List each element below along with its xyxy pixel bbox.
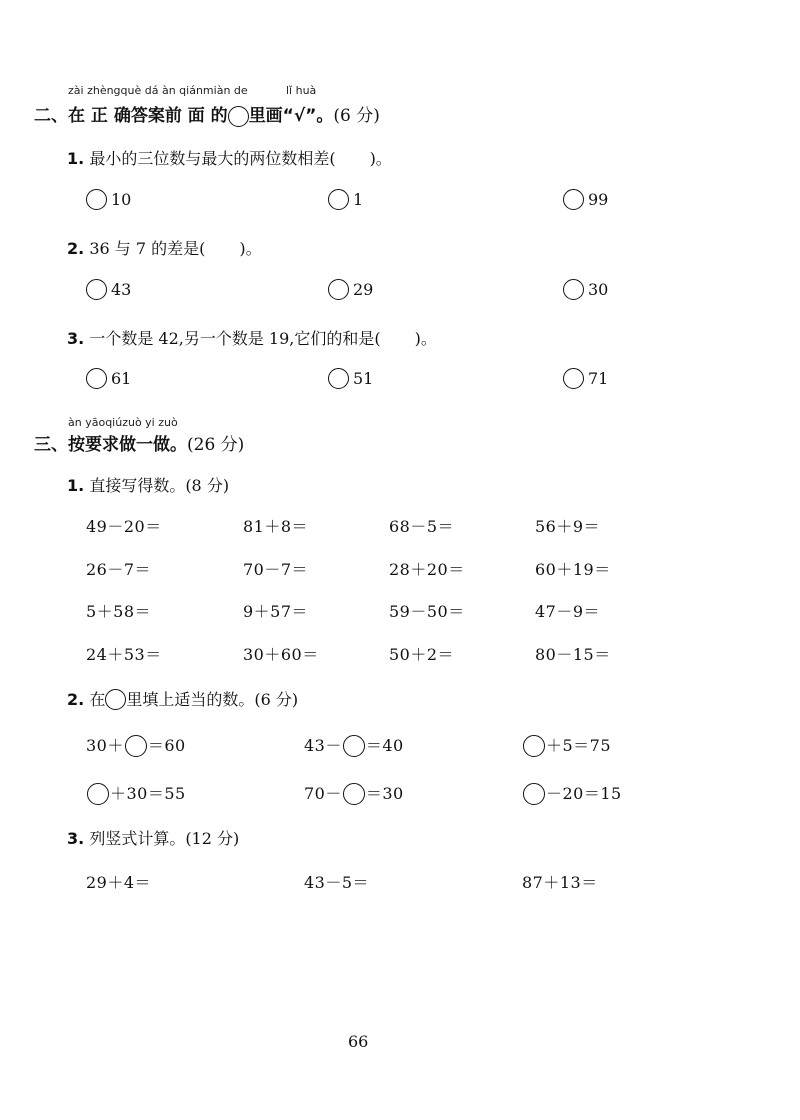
section3-heading [34, 430, 244, 455]
fill-item-post: ＝40 [365, 736, 404, 755]
fill-item [86, 733, 186, 758]
s2-q1-option-a[interactable] [86, 189, 131, 210]
s2-q3-option-c[interactable] [563, 368, 608, 389]
choice-circle-icon[interactable] [563, 189, 584, 210]
s2-question-1 [67, 146, 392, 169]
s3-q2-text-post: 里填上适当的数。(6 分) [126, 690, 299, 709]
s2-q2-option-c[interactable] [563, 279, 608, 300]
s2-q1-option-c[interactable] [563, 189, 608, 210]
s2-q3-text: 一个数是 42,另一个数是 19,它们的和是( [89, 329, 381, 348]
s3-q3-text: 列竖式计算。(12 分) [89, 829, 240, 848]
blank-circle-input[interactable] [343, 783, 365, 805]
choice-circle-icon[interactable] [86, 189, 107, 210]
calc-item[interactable]: 26－7＝ [86, 560, 152, 579]
fill-item [304, 733, 404, 758]
calc-item[interactable]: 80－15＝ [535, 645, 611, 664]
fill-item [86, 781, 186, 806]
s2-q3-option-c-label: 71 [588, 369, 609, 388]
s3-question-2 [67, 687, 298, 711]
s2-q2-option-a[interactable] [86, 279, 131, 300]
s2-q1-option-a-label: 10 [111, 190, 132, 209]
s2-q1-option-b[interactable] [328, 189, 363, 210]
fill-item-post: ＝60 [147, 736, 186, 755]
calc-item[interactable]: 24＋53＝ [86, 645, 162, 664]
choice-circle-icon[interactable] [563, 279, 584, 300]
fill-item-post: ＋5＝75 [546, 736, 612, 755]
s2-q1-text: 最小的三位数与最大的两位数相差( [89, 149, 336, 168]
fill-circle-icon [105, 689, 126, 710]
section3-pinyin: àn yāoqiúzuò yi zuò [68, 416, 178, 429]
s2-q3-number: 3. [67, 329, 85, 348]
calc-item[interactable]: 50＋2＝ [389, 645, 455, 664]
vertical-calc-item[interactable]: 87＋13＝ [522, 873, 598, 892]
s2-question-3 [67, 326, 437, 349]
s2-q3-option-a-label: 61 [111, 369, 132, 388]
s2-q2-number: 2. [67, 239, 85, 258]
fill-item-pre: 43－ [304, 736, 342, 755]
fill-item [522, 781, 622, 806]
fill-item-pre: 30＋ [86, 736, 124, 755]
calc-item[interactable]: 5＋58＝ [86, 602, 152, 621]
s2-q1-option-c-label: 99 [588, 190, 609, 209]
s2-q2-option-b-label: 29 [353, 280, 374, 299]
fill-item-post: ＋30＝55 [110, 784, 186, 803]
s3-question-1 [67, 473, 229, 496]
s3-question-3 [67, 826, 239, 849]
fill-item [522, 733, 611, 758]
blank-circle-input[interactable] [125, 735, 147, 757]
fill-item [304, 781, 404, 806]
section3-points: (26 分) [187, 435, 245, 455]
calc-item[interactable]: 56＋9＝ [535, 517, 601, 536]
s3-q1-text: 直接写得数。(8 分) [89, 476, 230, 495]
s2-q1-number: 1. [67, 149, 85, 168]
section2-pinyin-b: lǐ huà [286, 84, 317, 97]
calc-item[interactable]: 47－9＝ [535, 602, 601, 621]
choice-circle-icon[interactable] [86, 279, 107, 300]
s2-q2-text: 36 与 7 的差是( [89, 239, 206, 258]
s2-q1-option-b-label: 1 [353, 190, 364, 209]
calc-item[interactable]: 49－20＝ [86, 517, 162, 536]
choice-circle-icon[interactable] [328, 189, 349, 210]
calc-item[interactable]: 60＋19＝ [535, 560, 611, 579]
choice-circle-icon[interactable] [328, 368, 349, 389]
vertical-calc-item[interactable]: 43－5＝ [304, 873, 370, 892]
calc-item[interactable]: 28＋20＝ [389, 560, 465, 579]
s2-question-2 [67, 236, 262, 259]
calc-item[interactable]: 9＋57＝ [243, 602, 309, 621]
vertical-calc-item[interactable]: 29＋4＝ [86, 873, 152, 892]
s2-q2-text-end: )。 [239, 239, 262, 258]
fill-item-post: ＝30 [365, 784, 404, 803]
section2-points: (6 分) [333, 106, 380, 126]
section3-title: 三、按要求做一做。 [34, 435, 187, 455]
section2-pinyin-a: zài zhèngquè dá àn qiánmiàn de [68, 84, 248, 97]
section2-heading [34, 101, 380, 127]
s2-q1-text-end: )。 [369, 149, 392, 168]
blank-circle-input[interactable] [523, 735, 545, 757]
answer-circle-icon [228, 106, 249, 127]
s2-q3-option-b[interactable] [328, 368, 373, 389]
s2-q2-option-a-label: 43 [111, 280, 132, 299]
blank-circle-input[interactable] [87, 783, 109, 805]
choice-circle-icon[interactable] [563, 368, 584, 389]
choice-circle-icon[interactable] [86, 368, 107, 389]
calc-item[interactable]: 68－5＝ [389, 517, 455, 536]
choice-circle-icon[interactable] [328, 279, 349, 300]
calc-item[interactable]: 30＋60＝ [243, 645, 319, 664]
section2-title-pre: 二、在 正 确答案前 面 的 [34, 106, 228, 126]
s2-q3-text-end: )。 [414, 329, 437, 348]
blank-circle-input[interactable] [343, 735, 365, 757]
s3-q1-number: 1. [67, 476, 85, 495]
s2-q3-option-a[interactable] [86, 368, 131, 389]
s3-q2-text-pre: 在 [89, 690, 106, 709]
page-number: 66 [348, 1032, 369, 1051]
section2-title-post: 里画“√”。 [248, 106, 334, 126]
fill-item-pre: 70－ [304, 784, 342, 803]
s3-q2-number: 2. [67, 690, 85, 709]
calc-item[interactable]: 81＋8＝ [243, 517, 309, 536]
blank-circle-input[interactable] [523, 783, 545, 805]
s2-q3-option-b-label: 51 [353, 369, 374, 388]
s2-q2-option-b[interactable] [328, 279, 373, 300]
fill-item-post: －20＝15 [546, 784, 622, 803]
s3-q3-number: 3. [67, 829, 85, 848]
calc-item[interactable]: 70－7＝ [243, 560, 309, 579]
calc-item[interactable]: 59－50＝ [389, 602, 465, 621]
s2-q2-option-c-label: 30 [588, 280, 609, 299]
